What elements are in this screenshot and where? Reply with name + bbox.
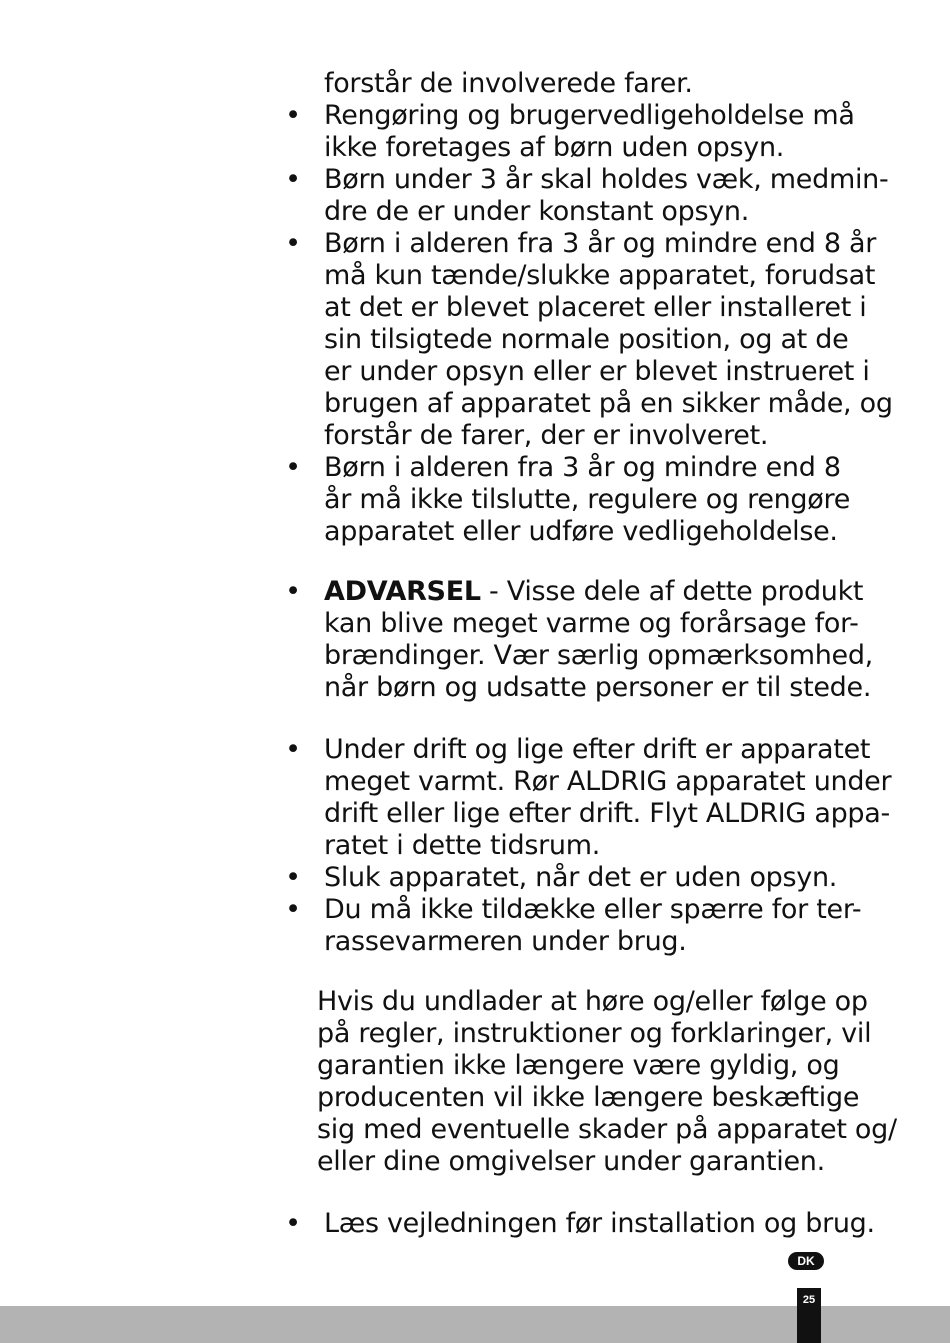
bullet-dot: • (285, 576, 301, 607)
bullet-dot: • (285, 734, 301, 765)
bullet-children-3-to-8-usage: • Børn i alderen fra 3 år og mindre end 8 år må kun tænde/slukke apparatet, forudsat at det er blevet placeret eller installeret i sin tilsigtede normale position, og at de er under opsyn eller er blevet instrueret i brugen af apparatet på en sikker måde, og forstår de farer, der er involveret. (283, 228, 873, 452)
bullet-children-3-to-8-maintenance: • Børn i alderen fra 3 år og mindre end 8 år må ikke tilslutte, regulere og rengøre apparatet eller udføre vedligeholdelse. (283, 452, 873, 548)
bullet-warning: • ADVARSEL - Visse dele af dette produkt kan blive meget varme og forårsage for- brændinger. Vær særlig opmærksomhed, når børn og udsatte personer er til stede. (283, 576, 873, 704)
bullet-do-not-cover: • Du må ikke tildække eller spærre for ter- rassevarmeren under brug. (283, 894, 873, 958)
intro-line: forstår de involverede farer. (324, 68, 693, 99)
bullet-read-manual: • Læs vejledningen før installation og brug. (283, 1208, 873, 1240)
bullet-switch-off: • Sluk apparatet, når det er uden opsyn. (283, 862, 873, 894)
language-badge: DK (788, 1252, 824, 1270)
warranty-paragraph: Hvis du undlader at høre og/eller følge op på regler, instruktioner og forklaringer, vil garantien ikke længere være gyldig, og producenten vil ikke længere beskæftige sig med eventuelle skader på apparatet og/ eller dine omgivelser under garantien. (317, 986, 897, 1177)
instructions-text (283, 68, 897, 1240)
bullet-dot: • (285, 228, 301, 259)
warning-label: ADVARSEL (324, 576, 481, 607)
bullet-dot: • (285, 1208, 301, 1239)
bullet-dot: • (285, 894, 301, 925)
bullet-children-under-3: • Børn under 3 år skal holdes væk, medmin- dre de er under konstant opsyn. (283, 164, 873, 228)
bullet-dot: • (285, 452, 301, 483)
page-number-tab (797, 1288, 821, 1343)
bullet-dot: • (285, 164, 301, 195)
bullet-hot-during-operation: • Under drift og lige efter drift er apparatet meget varmt. Rør ALDRIG apparatet under drift eller lige efter drift. Flyt ALDRIG appa- ratet i dette tidsrum. (283, 734, 873, 862)
page-number: 25 (802, 1294, 816, 1306)
bullet-dot: • (285, 862, 301, 893)
bullet-cleaning: • Rengøring og brugervedligeholdelse må ikke foretages af børn uden opsyn. (283, 100, 873, 164)
bullet-dot: • (285, 100, 301, 131)
